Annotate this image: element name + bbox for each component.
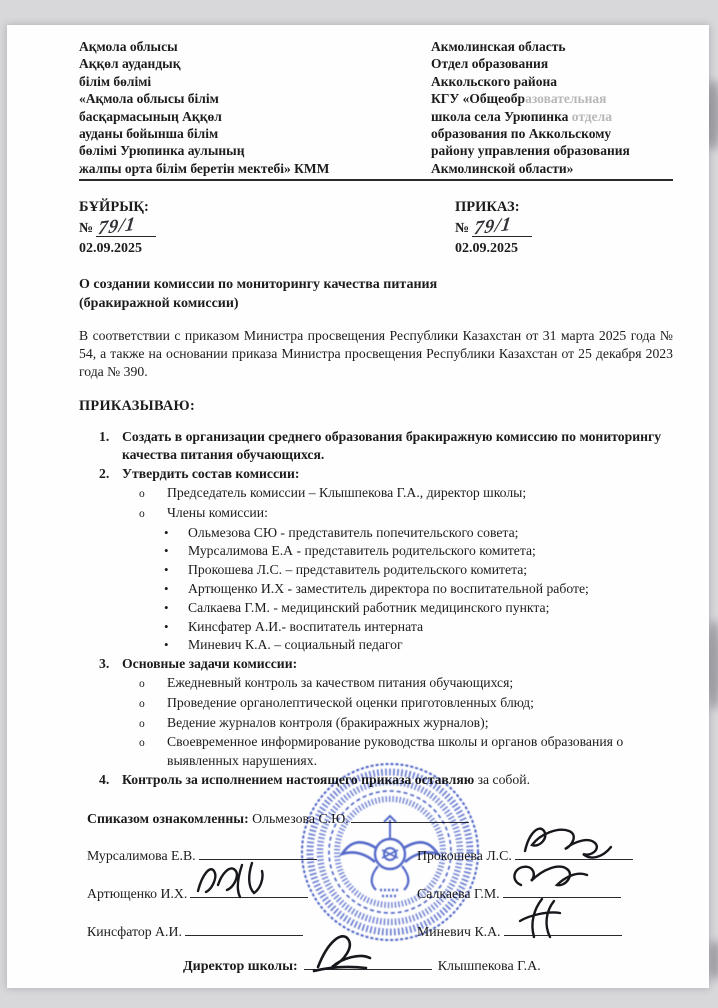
handwritten-order-number: 79/1 (472, 213, 514, 240)
letterhead-text: Акмолинская область (431, 39, 566, 54)
subject-line-1: О создании комиссии по мониторингу качества питания (79, 277, 438, 293)
resolution-item (99, 655, 673, 771)
resolution-text: Основные задачи комиссии: (122, 656, 298, 672)
signatory-name: Мурсалимова Е.В. (87, 847, 196, 863)
signature-line (504, 922, 622, 936)
member-item (164, 542, 673, 561)
list-text: Ольмезова СЮ - представитель попечительского совета; (188, 524, 519, 540)
member-item (164, 636, 673, 655)
letterhead-line (79, 55, 431, 72)
letterhead-text: азовательная (525, 91, 607, 107)
list-marker: • (164, 618, 169, 634)
list-text: Артющенко И.Х - заместитель директора по воспитательной работе; (188, 581, 589, 597)
member-item (164, 618, 673, 637)
resolution-number: 4. (99, 771, 110, 787)
list-text: Председатель комиссии – Клышпекова Г.А., директор школы; (167, 485, 527, 501)
letterhead-text: білім бөлімі (79, 73, 152, 89)
order-title: БҰЙРЫҚ: (79, 199, 149, 216)
letterhead-text: КГУ «Общеобр (431, 91, 526, 107)
letterhead-text: басқармасының Аққөл (79, 108, 222, 124)
letterhead-kazakh (79, 38, 431, 181)
handwritten-order-number: 79/1 (96, 213, 138, 240)
letterhead-text: Аккольского района (431, 73, 557, 89)
letterhead-text: бөлімі Урюпинка аулының (79, 143, 245, 159)
order-title: ПРИКАЗ: (455, 199, 520, 216)
letterhead-line (79, 73, 431, 90)
handwritten-signature (508, 897, 604, 941)
acknowledgment-label: Спиказом ознакомленны: (87, 810, 249, 826)
decree-word: ПРИКАЗЫВАЮ: (79, 397, 196, 414)
order-block-russian (455, 198, 673, 257)
resolution-number: 3. (99, 656, 110, 672)
list-marker: o (139, 507, 145, 520)
order-date: 02.09.2025 (455, 241, 518, 257)
number-rule (96, 213, 156, 240)
list-text: Ежедневный контроль за качеством питания обучающихся; (167, 675, 514, 690)
signature-line (503, 884, 621, 898)
signatory-name: Артющенко И.Х. (87, 885, 188, 901)
sub-item (139, 674, 673, 694)
letterhead-text: ауданы бойынша білім (79, 126, 219, 142)
director-name: Клышпекова Г.А. (437, 958, 541, 974)
resolutions-list (79, 428, 673, 790)
resolution-number: 2. (99, 466, 110, 482)
subject-title (79, 276, 673, 313)
letterhead (79, 38, 673, 181)
list-text: Миневич К.А. – социальный педагог (188, 637, 403, 653)
letterhead-text: Аққөл аудандық (79, 56, 181, 72)
acknowledgment-name: Ольмезова С.Ю. (252, 810, 349, 826)
list-marker: • (164, 524, 169, 540)
letterhead-text: образования по Аккольскому (431, 126, 612, 142)
preamble-paragraph: В соответствии с приказом Министра просвещения Республики Казахстан от 31 марта 2025 года № 54, а также на основании приказа Министра просвещения Республики Казахстан от 25 декабря 2023 года № 390. (79, 328, 673, 379)
list-text: Проведение органолептической оценки приготовленных блюд; (167, 694, 534, 710)
signature-line (190, 884, 308, 898)
subject-line-2: (бракиражной комиссии) (79, 295, 239, 311)
letterhead-text: Отдел образования (431, 56, 549, 72)
letterhead-text: Ақмола облысы (79, 39, 178, 54)
list-marker: • (164, 599, 169, 615)
letterhead-line (431, 160, 673, 181)
sub-item (139, 694, 673, 714)
resolution-number: 1. (99, 428, 110, 444)
sub-item (139, 714, 673, 734)
letterhead-line (79, 108, 431, 125)
letterhead-line (79, 90, 431, 107)
list-marker: o (139, 697, 145, 710)
document-page (7, 25, 709, 988)
number-rule (472, 213, 532, 240)
list-marker: • (164, 562, 169, 578)
letterhead-line (431, 142, 673, 159)
member-item (164, 561, 673, 580)
handwritten-signature (308, 931, 382, 975)
letterhead-text: Акмолинской области» (431, 160, 574, 176)
list-text: Своевременное информирование руководства школы и органов образования о выявленных нарушениях. (167, 734, 624, 769)
number-sign: № (455, 221, 470, 237)
order-number-line (79, 213, 455, 240)
order-block-kazakh (79, 198, 455, 257)
list-text: Салкаева Г.М. - медицинский работник медицинского пункта; (188, 599, 550, 615)
list-marker: • (164, 581, 169, 597)
letterhead-russian (431, 38, 673, 181)
resolution-text: Создать в организации среднего образования бракиражную комиссию по мониторингу качества питания обучающихся. (122, 428, 662, 463)
letterhead-text: отдела (571, 108, 612, 124)
letterhead-line (79, 142, 431, 159)
official-seal-stamp (296, 758, 484, 946)
list-marker: o (139, 737, 145, 750)
list-text: Члены комиссии: (167, 504, 268, 520)
member-item (164, 599, 673, 618)
director-signature-row (79, 956, 673, 975)
letterhead-line (431, 125, 673, 142)
list-text: Кинсфатер А.И.- воспитатель интерната (188, 618, 424, 634)
letterhead-line (79, 160, 431, 181)
letterhead-text: району управления образования (431, 143, 630, 159)
letterhead-text: «Ақмола облысы білім (79, 91, 219, 107)
letterhead-text: жалпы орта білім беретін мектебі» КММ (79, 160, 330, 176)
letterhead-line (431, 73, 673, 90)
list-marker: o (139, 717, 145, 730)
photo-edge-smudge (708, 940, 718, 980)
signatory-name: Прокошева Л.С. (417, 847, 512, 863)
letterhead-line (431, 108, 673, 125)
member-item (164, 524, 673, 543)
resolution-text: Контроль за исполнением настоящего приказа оставляю за собой. (122, 771, 530, 787)
handwritten-signature (194, 859, 290, 903)
list-marker: • (164, 637, 169, 653)
list-text: Прокошева Л.С. – представитель родительского комитета; (188, 562, 528, 578)
signatory-name: Кинсфатор А.И. (87, 923, 182, 939)
order-number-line (455, 213, 673, 240)
list-text: Мурсалимова Е.А - представитель родительского комитета; (188, 543, 536, 559)
letterhead-line (79, 125, 431, 142)
member-item (164, 580, 673, 599)
signatory-name: Миневич К.А. (417, 923, 501, 939)
signature-line (185, 922, 303, 936)
letterhead-line (431, 55, 673, 72)
resolution-text: Утвердить состав комиссии: (122, 466, 300, 482)
list-marker: o (139, 678, 145, 690)
sub-item (139, 504, 673, 524)
number-sign: № (79, 221, 94, 237)
list-marker: • (164, 543, 169, 559)
list-marker: o (139, 488, 145, 501)
letterhead-line (79, 38, 431, 55)
order-header (79, 198, 673, 257)
resolution-item (99, 428, 673, 466)
list-text: Ведение журналов контроля (бракиражных журналов); (167, 714, 489, 730)
signature-line (304, 956, 432, 970)
resolution-item (99, 465, 673, 655)
letterhead-text: школа села Урюпинка (431, 108, 572, 124)
sub-item (139, 484, 673, 504)
letterhead-line (431, 38, 673, 55)
signature-line (515, 846, 633, 860)
letterhead-line (431, 90, 673, 107)
signatory-name: Салкаева Г.М. (417, 885, 500, 901)
director-label: Директор школы: (183, 958, 298, 974)
order-date: 02.09.2025 (79, 241, 142, 257)
